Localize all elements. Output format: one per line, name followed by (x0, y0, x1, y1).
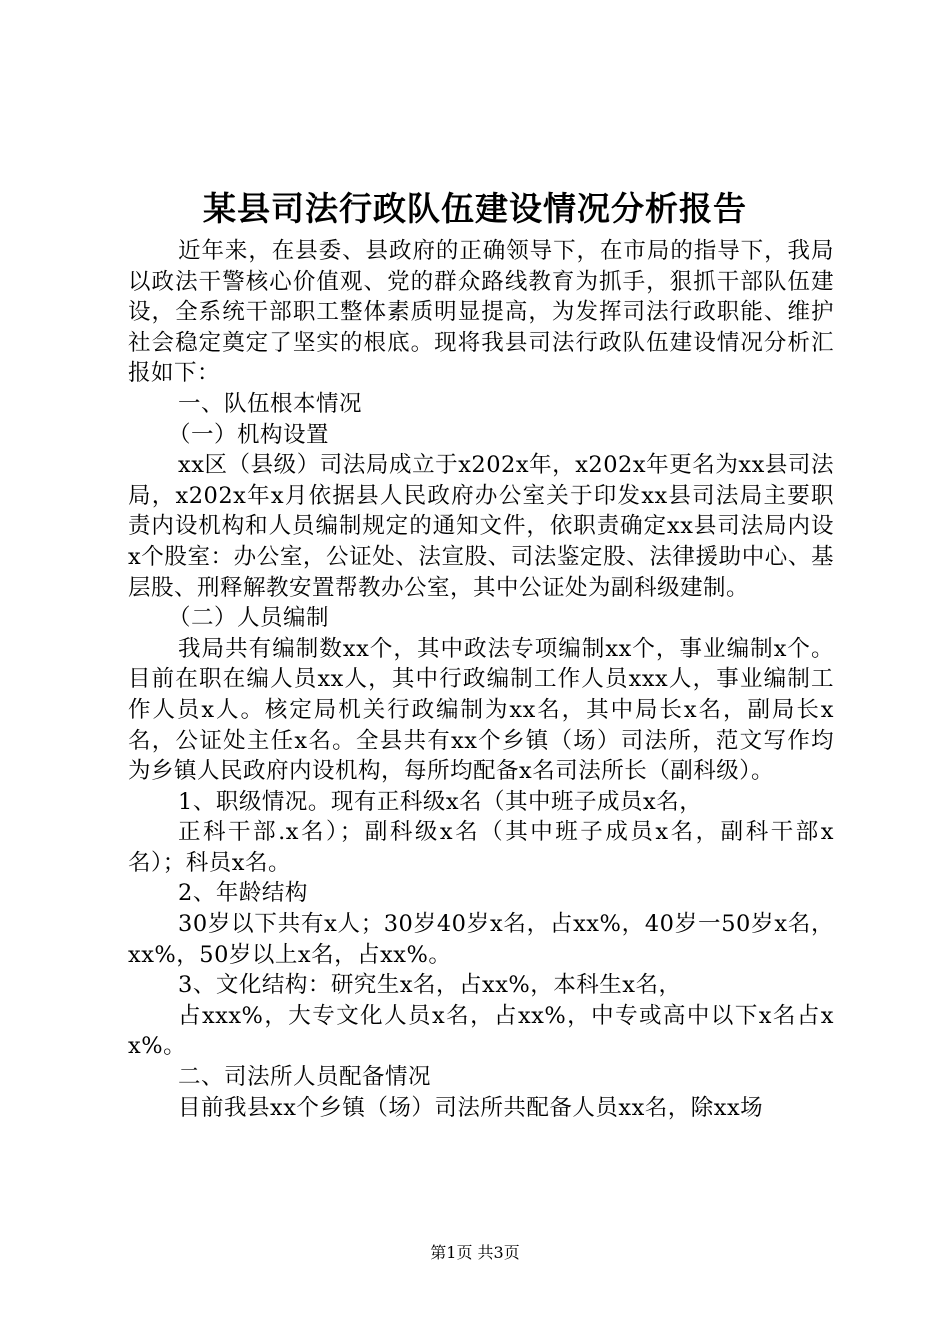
page-number-footer: 第1页 共3页 (430, 1243, 520, 1262)
paragraph-rank-1: 1、职级情况。现有正科级x名（其中班子成员x名， (178, 788, 703, 815)
document-body (128, 236, 834, 1123)
heading-subsection-1: （一）机构设置 (168, 421, 330, 448)
paragraph-organization: xx区（县级）司法局成立于x202x年，x202x年更名为xx县司法局，x202x年x月依据县人民政府办公室关于印发xx县司法局主要职责内设机构和人员编制规定的通知文件，依职责确定xx县司法局内设x个股室：办公室，公证处、法宣股、司法鉴定股、法律援助中心、基层股、刑释解教安置帮教办公室，其中公证处为副科级建制。 (128, 452, 834, 601)
heading-subsection-2: （二）人员编制 (168, 605, 330, 632)
document-title: 某县司法行政队伍建设情况分析报告 (203, 189, 747, 228)
paragraph-education-1: 3、文化结构：研究生x名，占xx%，本科生x名， (178, 972, 682, 999)
paragraph-education-2: 占xxx%，大专文化人员x名，占xx%，中专或高中以下x名占xx%。 (128, 1002, 834, 1060)
heading-section-2: 二、司法所人员配备情况 (178, 1064, 432, 1091)
paragraph-age-structure: 30岁以下共有x人；30岁40岁x名，占xx%，40岁一50岁x名，xx%，50岁以上x名，占xx%。 (128, 911, 834, 968)
paragraph-judicial-office: 目前我县xx个乡镇（场）司法所共配备人员xx名，除xx场 (178, 1094, 764, 1121)
heading-age-structure: 2、年龄结构 (178, 880, 308, 907)
paragraph-rank-2: 正科干部.x名）；副科级x名（其中班子成员x名，副科干部x名）；科员x名。 (128, 819, 834, 876)
paragraph-intro: 近年来，在县委、县政府的正确领导下，在市局的指导下，我局以政法干警核心价值观、党的群众路线教育为抓手，狠抓干部队伍建设，全系统干部职工整体素质明显提高，为发挥司法行政职能、维护社会稳定奠定了坚实的根底。现将我县司法行政队伍建设情况分析汇报如下： (128, 238, 834, 387)
heading-section-1: 一、队伍根本情况 (178, 390, 363, 417)
paragraph-staffing: 我局共有编制数xx个，其中政法专项编制xx个，事业编制x个。目前在职在编人员xx人，其中行政编制工作人员xxx人，事业编制工作人员x人。核定局机关行政编制为xx名，其中局长x名，副局长x名，公证处主任x名。全县共有xx个乡镇（场）司法所，范文写作均为乡镇人民政府内设机构，每所均配备x名司法所长（副科级）。 (128, 635, 834, 785)
